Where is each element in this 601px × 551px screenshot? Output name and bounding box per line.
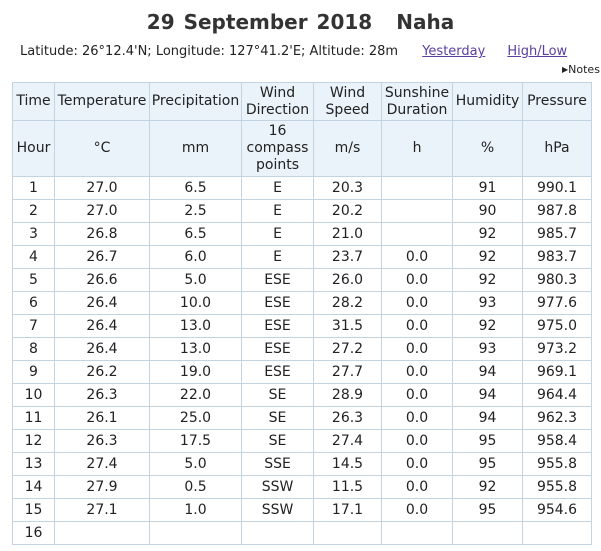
precipitation-cell — [150, 522, 242, 545]
triangle-right-icon: ▶ — [562, 65, 569, 74]
wind-direction-cell: E — [242, 246, 314, 269]
unit-header: 16 compass points — [242, 121, 314, 177]
precipitation-cell: 6.5 — [150, 177, 242, 200]
wind-speed-cell: 28.2 — [314, 292, 382, 315]
pressure-cell: 977.6 — [523, 292, 592, 315]
table-row — [13, 476, 592, 499]
column-header: Temperature — [55, 83, 150, 121]
wind-direction-cell: E — [242, 200, 314, 223]
humidity-cell: 95 — [453, 453, 523, 476]
location-info-bar — [20, 44, 567, 59]
pressure-cell: 987.8 — [523, 200, 592, 223]
page-title-place: Naha — [396, 10, 455, 34]
temperature-cell: 27.1 — [55, 499, 150, 522]
table-row — [13, 292, 592, 315]
precipitation-cell: 10.0 — [150, 292, 242, 315]
pressure-cell: 975.0 — [523, 315, 592, 338]
hour-cell: 10 — [13, 384, 55, 407]
hour-cell: 9 — [13, 361, 55, 384]
wind-direction-cell: SSW — [242, 476, 314, 499]
sunshine-cell: 0.0 — [382, 269, 453, 292]
notes-toggle[interactable] — [562, 63, 600, 76]
precipitation-cell: 1.0 — [150, 499, 242, 522]
location-info: Latitude: 26°12.4'N; Longitude: 127°41.2'E; Altitude: 28m — [20, 44, 399, 59]
pressure-cell: 985.7 — [523, 223, 592, 246]
temperature-cell: 26.4 — [55, 315, 150, 338]
header-row — [13, 83, 592, 121]
wind-speed-cell: 11.5 — [314, 476, 382, 499]
humidity-cell: 95 — [453, 499, 523, 522]
table-row — [13, 453, 592, 476]
hour-cell: 1 — [13, 177, 55, 200]
pressure-cell: 973.2 — [523, 338, 592, 361]
sunshine-cell — [382, 223, 453, 246]
temperature-cell: 27.0 — [55, 177, 150, 200]
unit-header: Hour — [13, 121, 55, 177]
page-title-date: 29 September 2018 — [146, 10, 373, 34]
wind-direction-cell: E — [242, 223, 314, 246]
wind-speed-cell: 26.3 — [314, 407, 382, 430]
pressure-cell: 955.8 — [523, 453, 592, 476]
precipitation-cell: 13.0 — [150, 338, 242, 361]
wind-speed-cell: 14.5 — [314, 453, 382, 476]
hour-cell: 5 — [13, 269, 55, 292]
table-row — [13, 499, 592, 522]
hour-cell: 4 — [13, 246, 55, 269]
table-row — [13, 177, 592, 200]
humidity-cell: 94 — [453, 361, 523, 384]
hour-cell: 11 — [13, 407, 55, 430]
unit-header: % — [453, 121, 523, 177]
wind-direction-cell: SE — [242, 430, 314, 453]
wind-direction-cell: ESE — [242, 315, 314, 338]
precipitation-cell: 5.0 — [150, 269, 242, 292]
high-low-link[interactable]: High/Low — [507, 44, 568, 59]
unit-row — [13, 121, 592, 177]
precipitation-cell: 22.0 — [150, 384, 242, 407]
yesterday-link[interactable]: Yesterday — [422, 44, 486, 59]
unit-header: h — [382, 121, 453, 177]
sunshine-cell: 0.0 — [382, 292, 453, 315]
precipitation-cell: 25.0 — [150, 407, 242, 430]
precipitation-cell: 13.0 — [150, 315, 242, 338]
wind-speed-cell — [314, 522, 382, 545]
precipitation-cell: 6.0 — [150, 246, 242, 269]
humidity-cell: 91 — [453, 177, 523, 200]
precipitation-cell: 2.5 — [150, 200, 242, 223]
humidity-cell: 90 — [453, 200, 523, 223]
humidity-cell: 94 — [453, 407, 523, 430]
temperature-cell: 26.3 — [55, 430, 150, 453]
wind-direction-cell: SE — [242, 384, 314, 407]
sunshine-cell — [382, 522, 453, 545]
humidity-cell: 93 — [453, 338, 523, 361]
notes-label: Notes — [568, 63, 600, 76]
wind-speed-cell: 23.7 — [314, 246, 382, 269]
column-header: Humidity — [453, 83, 523, 121]
hour-cell: 6 — [13, 292, 55, 315]
table-row — [13, 407, 592, 430]
column-header: Wind Direction — [242, 83, 314, 121]
wind-speed-cell: 28.9 — [314, 384, 382, 407]
wind-direction-cell: ESE — [242, 361, 314, 384]
temperature-cell: 27.0 — [55, 200, 150, 223]
precipitation-cell: 5.0 — [150, 453, 242, 476]
unit-header: °C — [55, 121, 150, 177]
hour-cell: 3 — [13, 223, 55, 246]
wind-speed-cell: 20.2 — [314, 200, 382, 223]
sunshine-cell: 0.0 — [382, 361, 453, 384]
table-row — [13, 246, 592, 269]
column-header: Sunshine Duration — [382, 83, 453, 121]
temperature-cell: 26.1 — [55, 407, 150, 430]
pressure-cell: 990.1 — [523, 177, 592, 200]
pressure-cell: 969.1 — [523, 361, 592, 384]
humidity-cell: 92 — [453, 315, 523, 338]
table-row — [13, 338, 592, 361]
wind-speed-cell: 17.1 — [314, 499, 382, 522]
wind-direction-cell: ESE — [242, 269, 314, 292]
temperature-cell: 27.4 — [55, 453, 150, 476]
table-row — [13, 522, 592, 545]
table-row — [13, 223, 592, 246]
wind-direction-cell: SE — [242, 407, 314, 430]
temperature-cell: 26.3 — [55, 384, 150, 407]
sunshine-cell: 0.0 — [382, 338, 453, 361]
pressure-cell — [523, 522, 592, 545]
hour-cell: 16 — [13, 522, 55, 545]
wind-speed-cell: 20.3 — [314, 177, 382, 200]
sunshine-cell: 0.0 — [382, 453, 453, 476]
humidity-cell: 92 — [453, 476, 523, 499]
hour-cell: 8 — [13, 338, 55, 361]
humidity-cell: 92 — [453, 269, 523, 292]
hour-cell: 2 — [13, 200, 55, 223]
temperature-cell — [55, 522, 150, 545]
temperature-cell: 26.2 — [55, 361, 150, 384]
sunshine-cell: 0.0 — [382, 499, 453, 522]
hour-cell: 12 — [13, 430, 55, 453]
table-row — [13, 269, 592, 292]
wind-direction-cell: SSE — [242, 453, 314, 476]
pressure-cell: 962.3 — [523, 407, 592, 430]
wind-direction-cell: E — [242, 177, 314, 200]
humidity-cell: 92 — [453, 223, 523, 246]
column-header: Pressure — [523, 83, 592, 121]
pressure-cell: 954.6 — [523, 499, 592, 522]
temperature-cell: 26.8 — [55, 223, 150, 246]
table-row — [13, 315, 592, 338]
wind-speed-cell: 27.4 — [314, 430, 382, 453]
table-row — [13, 430, 592, 453]
page-title — [0, 10, 601, 34]
pressure-cell: 958.4 — [523, 430, 592, 453]
table-row — [13, 361, 592, 384]
sunshine-cell — [382, 200, 453, 223]
unit-header: hPa — [523, 121, 592, 177]
wind-speed-cell: 21.0 — [314, 223, 382, 246]
temperature-cell: 26.7 — [55, 246, 150, 269]
hour-cell: 13 — [13, 453, 55, 476]
humidity-cell — [453, 522, 523, 545]
temperature-cell: 26.4 — [55, 338, 150, 361]
table-row — [13, 384, 592, 407]
humidity-cell: 95 — [453, 430, 523, 453]
sunshine-cell: 0.0 — [382, 246, 453, 269]
sunshine-cell: 0.0 — [382, 407, 453, 430]
wind-speed-cell: 26.0 — [314, 269, 382, 292]
temperature-cell: 26.6 — [55, 269, 150, 292]
sunshine-cell: 0.0 — [382, 430, 453, 453]
wind-direction-cell — [242, 522, 314, 545]
sunshine-cell: 0.0 — [382, 315, 453, 338]
wind-direction-cell: SSW — [242, 499, 314, 522]
unit-header: mm — [150, 121, 242, 177]
temperature-cell: 26.4 — [55, 292, 150, 315]
humidity-cell: 93 — [453, 292, 523, 315]
wind-speed-cell: 27.7 — [314, 361, 382, 384]
sunshine-cell: 0.0 — [382, 476, 453, 499]
wind-direction-cell: ESE — [242, 338, 314, 361]
pressure-cell: 980.3 — [523, 269, 592, 292]
temperature-cell: 27.9 — [55, 476, 150, 499]
precipitation-cell: 6.5 — [150, 223, 242, 246]
hour-cell: 14 — [13, 476, 55, 499]
wind-speed-cell: 31.5 — [314, 315, 382, 338]
observation-table — [12, 82, 592, 545]
wind-direction-cell: ESE — [242, 292, 314, 315]
unit-header: m/s — [314, 121, 382, 177]
table-row — [13, 200, 592, 223]
hour-cell: 7 — [13, 315, 55, 338]
precipitation-cell: 19.0 — [150, 361, 242, 384]
observation-rows — [13, 177, 592, 545]
sunshine-cell — [382, 177, 453, 200]
precipitation-cell: 17.5 — [150, 430, 242, 453]
column-header: Time — [13, 83, 55, 121]
hour-cell: 15 — [13, 499, 55, 522]
column-header: Wind Speed — [314, 83, 382, 121]
pressure-cell: 983.7 — [523, 246, 592, 269]
pressure-cell: 955.8 — [523, 476, 592, 499]
humidity-cell: 92 — [453, 246, 523, 269]
pressure-cell: 964.4 — [523, 384, 592, 407]
humidity-cell: 94 — [453, 384, 523, 407]
wind-speed-cell: 27.2 — [314, 338, 382, 361]
column-header: Precipitation — [150, 83, 242, 121]
precipitation-cell: 0.5 — [150, 476, 242, 499]
sunshine-cell: 0.0 — [382, 384, 453, 407]
